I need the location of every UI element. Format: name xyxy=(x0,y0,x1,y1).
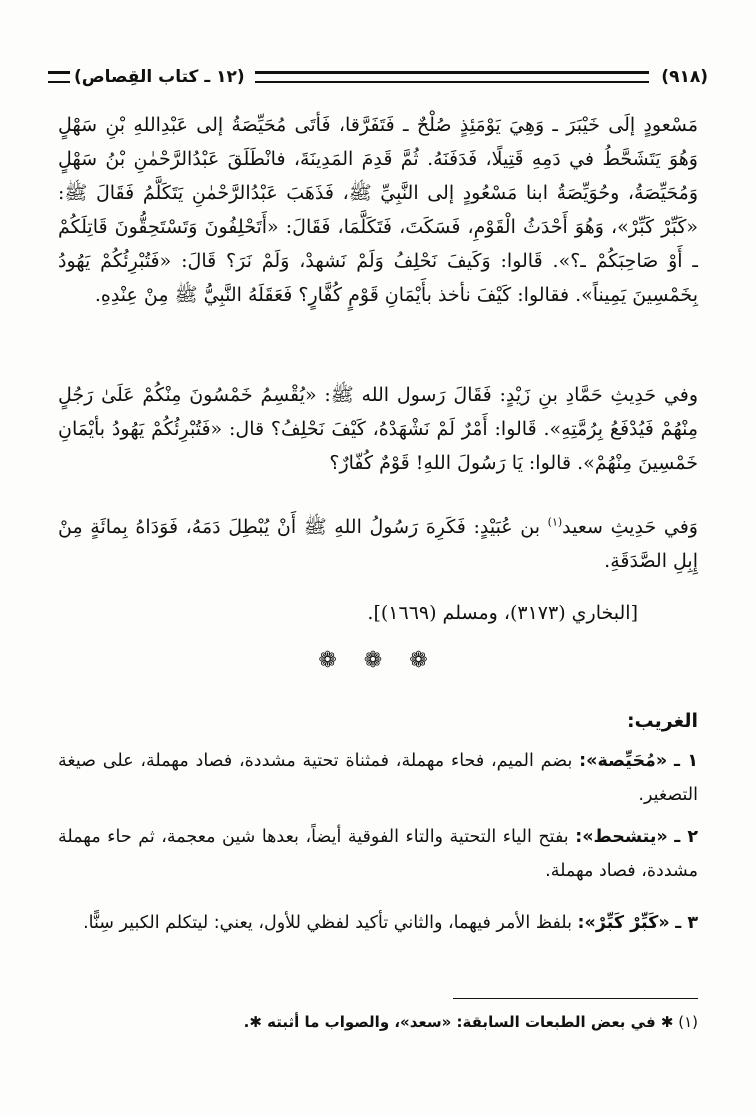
footnote-ref-marker: (١) xyxy=(547,515,563,529)
header-rule-left xyxy=(48,71,70,83)
gharib-heading: الغريب: xyxy=(626,710,698,732)
gloss-definition: بلفظ الأمر فيهما، والثاني تأكيد لفظي للأول، يعني: ليتكلم الكبير سِنًّا. xyxy=(83,913,578,933)
main-paragraph-text: مَسْعودٍ إلَى خَيْبَرَ ـ وَهِيَ يَوْمَئِذٍ صُلْحٌ ـ فَتَفَرَّقا، فَأتَى مُحَيِّصَةُ إلى عَبْدِاللهِ بْنِ سَهْلٍ وَهُوَ يَتَشَحَّطُ في دَمِهِ قَتِيلًا، فَدَفَنَهُ. ثُمَّ قَدِمَ المَدِينَةَ، فانْطَلَقَ عَبْدُالرَّحْمٰنِ بْنُ سَهْلٍ وَمُحَيِّصَةُ، وحُوَيِّصَةُ ابنا مَسْعُودٍ إلى النَّبِيِّ ﷺ، فَذَهَبَ عَبْدُالرَّحْمٰنِ يَتَكَلَّمُ فَقَالَ ﷺ: «كَبِّرْ كَبِّرْ»، وَهُوَ أَحْدَثُ الْقَوْمِ، فَسَكَتَ، فَتَكَلَّمَا، فَقَالَ: «أَتَحْلِفُونَ وَتَسْتَحِقُّونَ قَاتِلَكُمْ ـ أَوْ صَاحِبَكُمْ ـ؟». قَالوا: وَكَيفَ نَحْلِفُ وَلَمْ نَشهدْ، وَلَمْ نَرَ؟ قَالَ: «فَتُبْرِئُكُمْ يَهُودُ بِخَمْسِينَ يَمِيناً». فقالوا: كَيْفَ نأخذ بأَيْمَانِ قَوْمٍ كُفَّارٍ؟ فَعَقَلَهُ النَّبِيُّ ﷺ مِنْ عِنْدِهِ. xyxy=(58,114,698,306)
saeed-paragraph xyxy=(58,510,698,578)
gloss-definition: بفتح الياء التحتية والتاء الفوقية أيضاً، بعدها شين معجمة، ثم حاء مهملة مشددة، فصاد مهملة. xyxy=(58,827,698,881)
section-separator-ornament: ❁ ❁ ❁ xyxy=(318,648,438,673)
running-header xyxy=(48,64,708,90)
saeed-text-before: وَفي حَدِيثِ سعيد xyxy=(562,516,698,538)
gloss-number: ٣ ـ xyxy=(675,913,698,933)
gloss-item xyxy=(58,906,698,940)
footnote-separator-rule xyxy=(453,998,698,999)
page-number: (٩١٨) xyxy=(661,67,708,87)
footnote-text: ✱ في بعض الطبعات السابقة: «سعد»، والصواب ما أثبته ✱. xyxy=(243,1013,674,1031)
gloss-item xyxy=(58,820,698,888)
source-reference: [البخاري (٣١٧٣)، ومسلم (١٦٦٩)]. xyxy=(367,602,638,624)
gloss-term: «مُحَيِّصة»: xyxy=(579,751,668,771)
gloss-number: ٢ ـ xyxy=(674,827,698,847)
footnote xyxy=(58,1010,698,1034)
gloss-definition: بضم الميم، فحاء مهملة، فمثناة تحتية مشددة، فصاد مهملة، على صيغة التصغير. xyxy=(58,751,698,805)
header-rule-right xyxy=(255,71,650,83)
saeed-text-after: بن عُبَيْدٍ: فَكَرِهَ رَسُولُ اللهِ ﷺ أَنْ يُبْطِلَ دَمَهُ، فَوَدَاهُ بِمائَةٍ مِنْ إِبِلِ الصَّدَقَةِ. xyxy=(58,516,698,572)
hammad-paragraph-text: وفي حَدِيثِ حَمَّادِ بنِ زَيْدٍ: فَقَالَ رَسول الله ﷺ: «يُقْسِمُ خَمْسُونَ مِنْكُمْ عَلَىٰ رَجُلٍ مِنْهُمْ فَيُدْفَعُ بِرُمَّتِهِ». قَالوا: أَمْرٌ لَمْ نَشْهَدْهُ، كَيْفَ نَحْلِفُ؟ قال: «فَتُبْرِئُكُمْ يَهُودُ بأيْمَانِ خَمْسِينَ مِنْهُمْ». قالوا: يَا رَسُولَ اللهِ! قَوْمٌ كُفّارٌ؟ xyxy=(58,384,698,474)
gloss-number: ١ ـ xyxy=(674,751,698,771)
hammad-paragraph xyxy=(58,378,698,480)
running-title: (١٢ ـ كتاب القِصاص) xyxy=(74,67,245,87)
saeed-paragraph-text xyxy=(58,510,698,578)
gloss-term: «كَبِّرْ كَبِّرْ»: xyxy=(577,913,670,933)
footnote-marker: (١) xyxy=(678,1013,698,1031)
gloss-term: «يتشحط»: xyxy=(575,827,668,847)
gloss-item xyxy=(58,744,698,812)
hadith-main-paragraph xyxy=(58,108,698,312)
